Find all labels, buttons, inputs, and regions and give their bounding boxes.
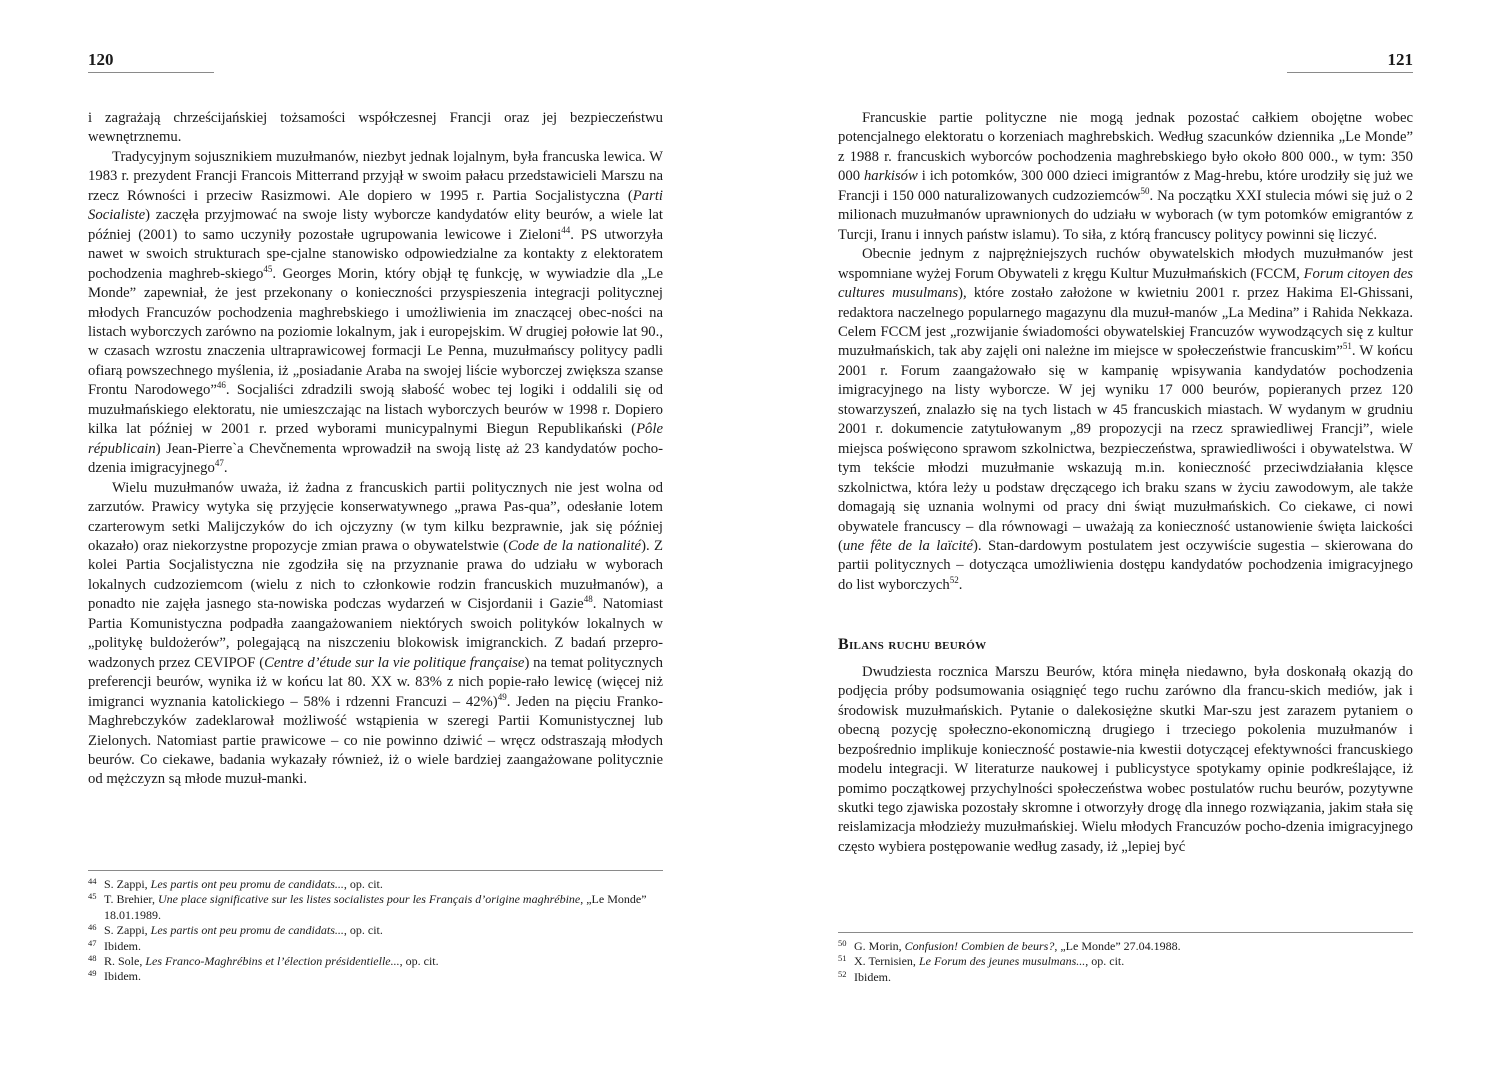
footnote <box>88 877 663 892</box>
right-page-number: 121 <box>1387 50 1413 69</box>
paragraph: Wielu muzułmanów uważa, iż żadna z francuskich partii politycznych nie jest wolna od zarzutów. Prawicy wytyka się przyjęcie konserwatywnego „prawa Pas-qua”, odesłanie lotem czarterowym setki Malijczyków do ich ojczyzny (w tym kilku bezprawnie, jak się później okazało) oraz niekorzystne propozycje zmian prawa o obywatelstwie (Code de la nationalité). Z kolei Partia Socjalistyczna nie zgodziła się na przyznanie prawa do udziału w wyborach lokalnych cudzoziemcom (wielu z nich to członkowie rodzin francuskich muzułmanów), a ponadto nie zajęła jasnego sta-nowiska podczas wydarzeń w Cisjordanii i Gazie$^{48}$. Natomiast Partia Komunistyczna podpadła zaangażowaniem niektórych swoich polityków lokalnych w „politykę buldożerów”, polegającą na niszczeniu blokowisk imigranckich. Z badań przepro-wadzonych przez CEVIPOF (Centre d’étude sur la vie politique française) na temat politycznych preferencji beurów, wynika iż w końcu lat 80. XX w. 83% z nich popie-rało lewicę (więcej niż imigranci wyznania katolickiego – 58% i rdzenni Francuzi – 42%)$^{49}$. Jeden na pięciu Franko-Maghrebczyków zadeklarował możliwość wstąpienia w szeregi Partii Komunistycznej lub Zielonych. Natomiast partie prawicowe – co nie powinno dziwić – wręcz odstraszają młodych beurów. Co ciekawe, badania wykazały również, iż o wiele bardziej zaangażowane politycznie od mężczyzn są młode muzuł-manki. <box>88 479 664 788</box>
paragraph: Francuskie partie polityczne nie mogą jednak pozostać całkiem obojętne wobec potencjalnego elektoratu o korzeniach maghrebskich. Według szacunków dziennika „Le Monde” z 1988 r. francuskich wyborców pochodzenia maghrebskiego było około 800 000., w tym: 350 000 harkisów i ich potomków, 300 000 dzieci imigrantów z Mag-hrebu, które urodziły się już we Francji i 150 000 naturalizowanych cudzoziemców$^{50}$. Na początku XXI stulecia mówi się już o 2 milionach muzułmanów uprawnionych do udziału w wyborach (w tym potomków emigrantów z Turcji, Iranu i innych państw islamu). To siła, z którą francuscy politycy powinni się liczyć. <box>838 110 1413 243</box>
footnote-text: Ibidem. <box>104 938 141 953</box>
footnote-number: 45 <box>88 891 97 902</box>
footnote-text: Ibidem. <box>854 969 891 984</box>
right-page-header <box>1287 50 1413 73</box>
right-page-body <box>838 109 1413 857</box>
paragraph: Obecnie jednym z najprężniejszych ruchów obywatelskich młodych muzułmanów jest wspomniane wyżej Forum Obywateli z kręgu Kultur Muzułmańskich (FCCM, Forum citoyen des cultures musulmans), które zostało założone w kwietniu 2001 r. przez Hakima El-Ghissani, redaktora naczelnego popularnego magazynu dla muzuł-manów „La Medina” i Rahida Nekkaza. Celem FCCM jest „rozwijanie świadomości obywatelskiej Francuzów wywodzących się z kultur muzułmańskich, tak aby zajęli oni należne im miejsce w społeczeństwie francuskim”$^{51}$. W końcu 2001 r. Forum zaangażowało się w kampanię wpisywania kandydatów pochodzenia imigracyjnego na listy wyborcze. W jej wyniku 17 000 beurów, popieranych przez 120 stowarzyszeń, znalazło się na tych listach w 45 francuskich miastach. W wydanym w grudniu 2001 r. dokumencie zatytułowanym „89 propozycji na rzecz sprawiedliwej Francji”, wiele miejsca poświęcono sprawom szkolnictwa, bezpieczeństwa, sprawiedliwości i obywatelstwa. W tym tekście młodzi muzułmanie wskazują m.in. konieczność przeciwdziałania klęsce szkolnictwa, która leży u podstaw dręczącego ich braku szans w życiu zawodowym, ale także domagają się uznania wolnymi od pracy dni świąt muzułmańskich. Co ciekawe, ci nowi obywatele francuscy – dla równowagi – uważają za konieczność ustanowienie święta laickości (une fête de la laïcité). Stan-dardowym postulatem jest oczywiście sugestia – skierowana do partii politycznych – dotycząca umożliwienia dostępu kandydatów pochodzenia imigracyjnego do list wyborczych$^{52}$. <box>838 246 1413 593</box>
footnote-text: S. Zappi, Les partis ont peu promu de candidats..., op. cit. <box>104 923 383 938</box>
footnote-number: 52 <box>838 968 847 979</box>
footnote-text: Ibidem. <box>104 969 141 984</box>
footnote-number: 50 <box>838 938 847 948</box>
paragraph: i zagrażają chrześcijańskiej tożsamości współczesnej Francji oraz jej bezpieczeństwu wewnętrznemu. <box>88 110 663 146</box>
footnote-number: 47 <box>88 937 97 948</box>
footnote-text: S. Zappi, Les partis ont peu promu de candidats..., op. cit. <box>104 877 383 891</box>
paragraph: Tradycyjnym sojusznikiem muzułmanów, niezbyt jednak lojalnym, była francuska lewica. W 1983 r. prezydent Francji Francois Mitterrand przyjął w swoim pałacu przedstawicieli Marszu na rzecz Równości i przeciw Rasizmowi. Ale dopiero w 1995 r. Partia Socjalistyczna (Parti Socialiste) zaczęła przyjmować na swoje listy wyborcze kandydatów elity beurów, a wiele lat później (2001) to samo uczyniły pozostałe ugrupowania lewicowe i Zieloni$^{44}$. PS utworzyła nawet w swoich strukturach spe-cjalne stanowisko odpowiedzialne za kontakty z elektoratem pochodzenia maghreb-skiego$^{45}$. Georges Morin, który objął tę funkcję, w wywiadzie dla „Le Monde” zapewniał, że jest przekonany o konieczności przyspieszenia integracji politycznej młodych Francuzów pochodzenia maghrebskiego i umożliwienia im znaczącej obec-ności na listach wyborczych zarówno na poziomie lokalnym, jak i europejskim. W drugiej połowie lat 90., w czasach wzrostu znaczenia ultraprawicowej formacji Le Penna, muzułmańscy politycy padli ofiarą powszechnego myślenia, iż „posiadanie Araba na swojej liście wyborczej zwiększa szanse Frontu Narodowego”$^{46}$. Socjaliści zdradzili swoją słabość wobec tej logiki i oddalili się od muzułmańskiego elektoratu, nie umieszczając na listach wyborczych beurów w 1998 r. Dopiero kilka lat później w 2001 r. przed wyborami municypalnymi Biegun Republikański (Pôle républicain) Jean-Pierre`a Chevčnementa wprowadził na swoją listę aż 23 kandydatów pocho-dzenia imigracyjnego$^{47}$. <box>88 148 664 477</box>
footnote <box>838 970 1413 985</box>
footnote-text: G. Morin, Confusion! Combien de beurs?, „Le Monde” 27.04.1988. <box>854 939 1181 953</box>
left-page-header <box>88 50 214 73</box>
right-page <box>838 0 1413 1072</box>
footnote <box>88 923 663 938</box>
footnote <box>88 892 663 923</box>
footnote-text: T. Brehier, Une place significative sur les listes socialistes pour les Français d’origine maghrébine, „Le Monde” 18.01.1989. <box>104 892 647 922</box>
footnote <box>88 954 663 969</box>
section-heading: Bilans ruchu beurów <box>838 636 987 654</box>
left-page <box>88 0 663 1072</box>
left-page-number: 120 <box>88 50 114 69</box>
footnote-number: 46 <box>88 922 97 933</box>
footnote-number: 48 <box>88 953 97 964</box>
footnote-text: X. Ternisien, Le Forum des jeunes musulmans..., op. cit. <box>854 954 1125 969</box>
footnote-number: 49 <box>88 968 97 979</box>
footnote <box>838 954 1413 969</box>
left-footnotes <box>88 870 663 985</box>
footnote-text: R. Sole, Les Franco-Maghrébins et l’élection présidentielle..., op. cit. <box>104 954 439 969</box>
footnote <box>88 969 663 984</box>
paragraph: Dwudziesta rocznica Marszu Beurów, która minęła niedawno, była doskonałą okazją do podjęcia próby podsumowania osiągnięć tego ruchu zarówno dla francu-skich mediów, jak i środowisk muzułmańskich. Pytanie o dalekosiężne skutki Mar-szu jest zarazem pytaniem o obecną pozycję społeczno-ekonomiczną drugiego i trzeciego pokolenia muzułmanów i bezpośrednio implikuje konieczność postawie-nia kwestii dotyczącej efektywności francuskiego modelu integracji. W literaturze naukowej i publicystyce spotykamy opinie podkreślające, iż pomimo początkowej przychylności społeczeństwa wobec postulatów ruchu beurów, pozytywne skutki tego zjawiska pozostały skromne i otworzyły drogę dla innego rozwiązania, jakim stała się reislamizacja młodzieży muzułmańskiej. Wielu młodych Francuzów pocho-dzenia imigracyjnego często wybiera postępowanie według zasady, iż „lepiej być <box>838 663 1413 855</box>
right-footnotes <box>838 932 1413 985</box>
footnote-number: 44 <box>88 876 97 886</box>
left-page-body <box>88 109 663 790</box>
footnote <box>838 939 1413 954</box>
footnote-number: 51 <box>838 953 847 964</box>
footnote <box>88 939 663 954</box>
